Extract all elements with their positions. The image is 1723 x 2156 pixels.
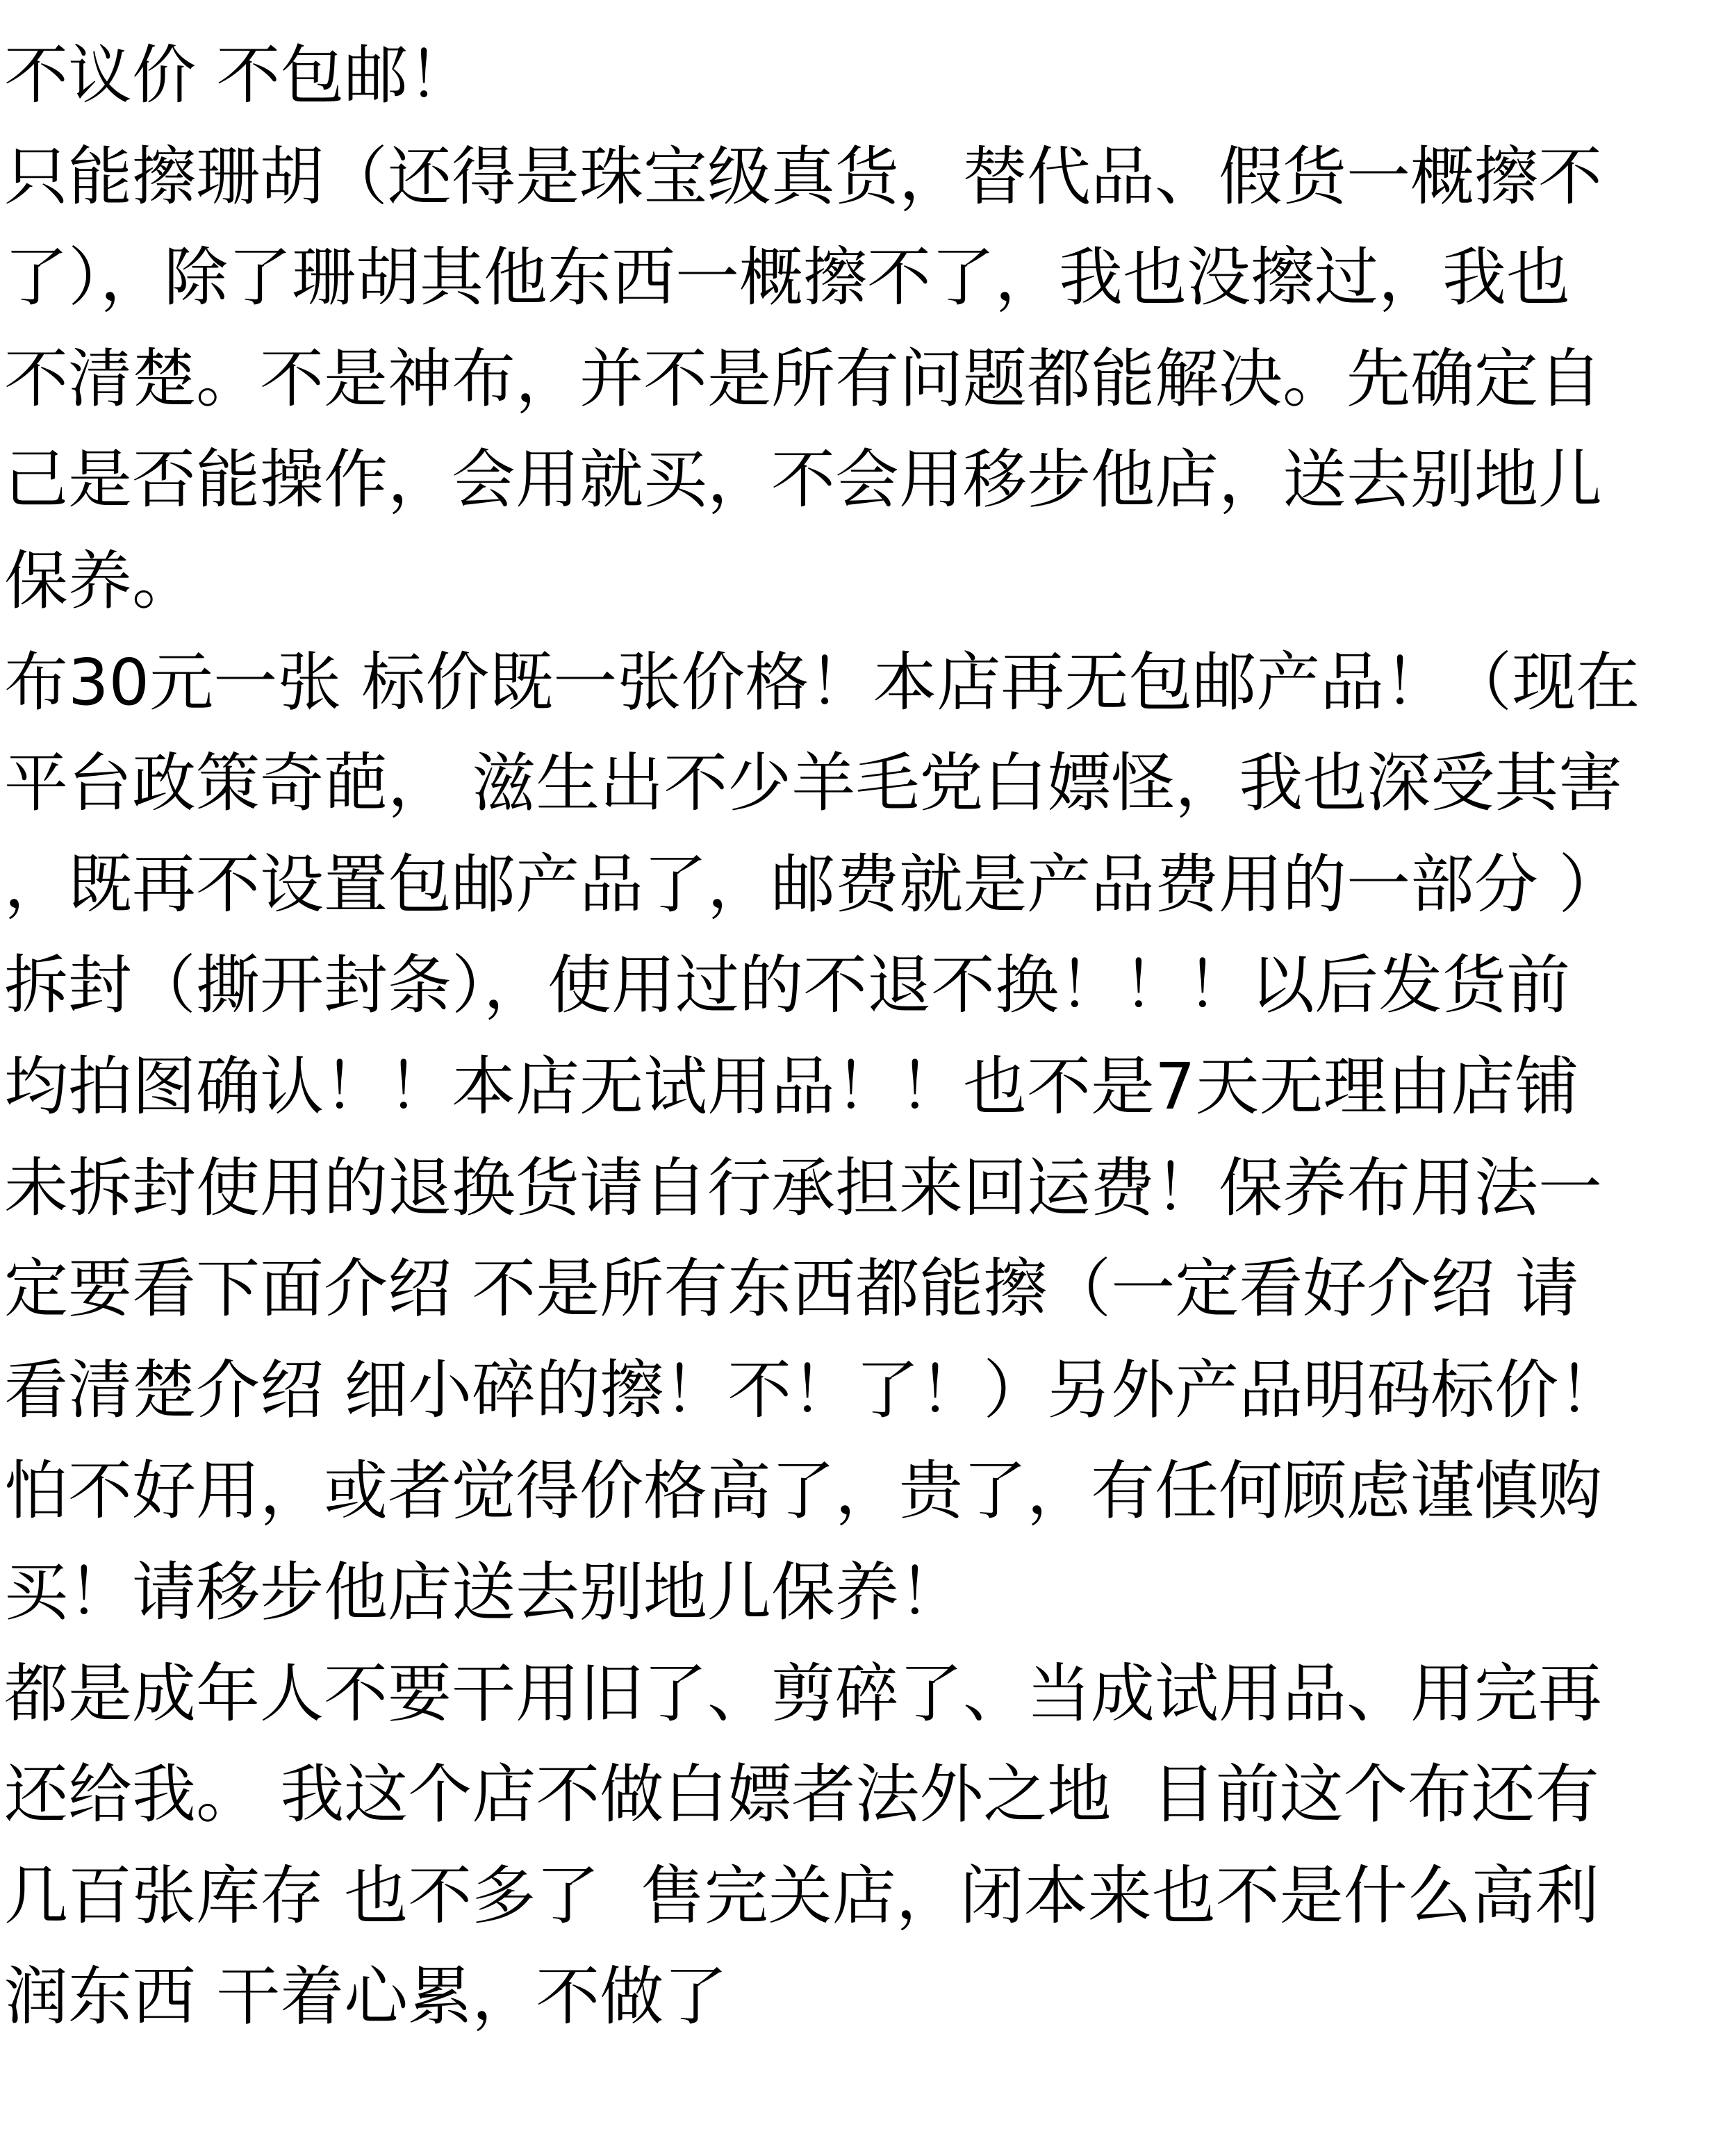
notice-line: ，既再不设置包邮产品了，邮费就是产品费用的一部分 ） bbox=[4, 847, 1623, 922]
notice-line: 拆封（撕开封条），使用过的不退不换！！！以后发货前 bbox=[4, 948, 1571, 1023]
notice-line: 不议价 不包邮！ bbox=[4, 38, 472, 113]
notice-line: 保养。 bbox=[4, 543, 197, 618]
notice-line: 几百张库存 也不多了 售完关店，闭本来也不是什么高利 bbox=[4, 1858, 1599, 1933]
notice-line: 看清楚介绍 细小碎的擦！不！了！）另外产品明码标价！ bbox=[4, 1352, 1623, 1427]
notice-line: 布30元一张 标价既一张价格！本店再无包邮产品！（现在 bbox=[4, 645, 1640, 720]
notice-line: 都是成年人不要干用旧了、剪碎了、当成试用品、用完再 bbox=[4, 1656, 1603, 1731]
notice-line: 只能擦珊胡（还得是珠宝级真货，替代品、假货一概擦不 bbox=[4, 139, 1603, 214]
notice-line: 了），除了珊胡其他东西一概擦不了，我也没擦过，我也 bbox=[4, 240, 1571, 315]
notice-line: 买！请移步他店送去别地儿保养！ bbox=[4, 1554, 964, 1630]
notice-line: 未拆封使用的退换货请自行承担来回运费！保养布用法一 bbox=[4, 1150, 1603, 1225]
notice-text-block bbox=[4, 25, 1719, 2048]
notice-line: 不清楚。不是神布，并不是所有问题都能解决。先确定自 bbox=[4, 341, 1603, 416]
notice-line: 还给我。 我这个店不做白嫖者法外之地 目前这个布还有 bbox=[4, 1757, 1599, 1832]
notice-line: 均拍图确认！！本店无试用品！！也不是7天无理由店铺 bbox=[4, 1049, 1579, 1124]
notice-line: 润东西 干着心累，不做了 bbox=[4, 1959, 728, 2034]
notice-line: 平台政策奇葩， 滋生出不少羊毛党白嫖怪，我也深受其害 bbox=[4, 746, 1623, 821]
notice-line: 怕不好用，或者觉得价格高了，贵了，有任何顾虑谨慎购 bbox=[4, 1454, 1603, 1529]
notice-line: 定要看下面介绍 不是所有东西都能擦（一定看好介绍 请 bbox=[4, 1252, 1579, 1327]
notice-line: 己是否能操作，会用就买，不会用移步他店，送去别地儿 bbox=[4, 442, 1603, 517]
